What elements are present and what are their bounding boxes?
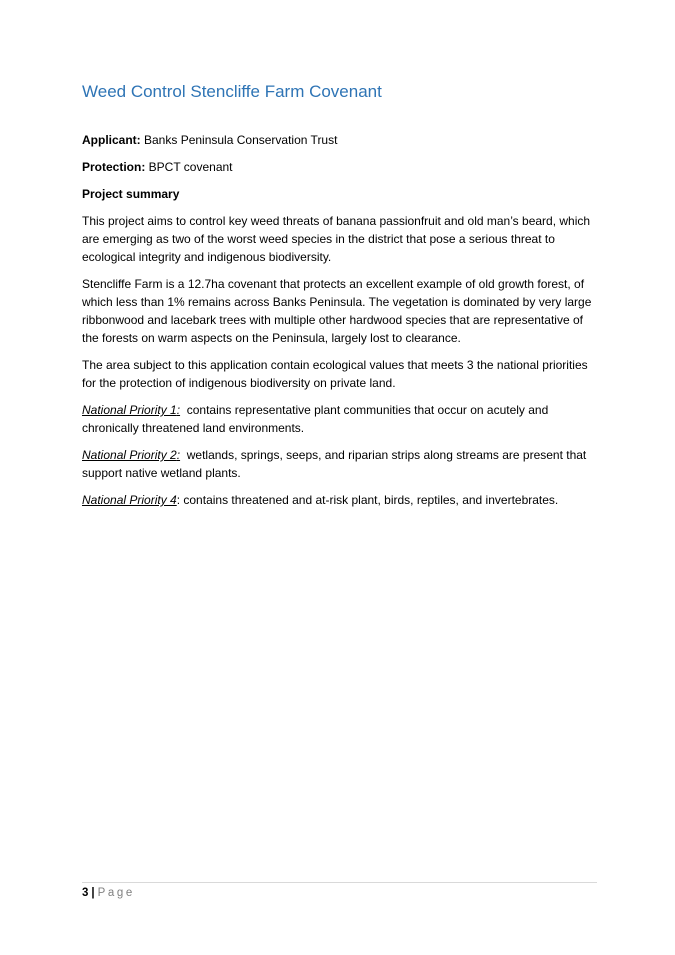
national-priority-4 — [82, 491, 597, 509]
national-priority-2 — [82, 446, 597, 482]
page-word: Page — [97, 887, 135, 899]
applicant-line — [82, 131, 597, 149]
priority-1-label: National Priority 1 — [82, 403, 177, 417]
page-number: 3 — [82, 887, 89, 899]
priority-2-suffix: : — [176, 448, 181, 462]
priority-2-text: wetlands, springs, seeps, and riparian strips along streams are present that support native wetland plants. — [82, 448, 590, 480]
summary-heading: Project summary — [82, 187, 180, 201]
priority-4-text: : contains threatened and at-risk plant, birds, reptiles, and invertebrates. — [176, 493, 559, 507]
summary-paragraph-1: This project aims to control key weed threats of banana passionfruit and old man’s beard, which are emerging as two of the worst weed species in the district that pose a serious threat to ecological integrity and indigenous biodiversity. — [82, 214, 591, 264]
priority-2-label: National Priority 2 — [82, 448, 177, 462]
document-title: Weed Control Stencliffe Farm Covenant — [82, 82, 382, 101]
page-separator: | — [91, 887, 95, 899]
applicant-value: Banks Peninsula Conservation Trust — [140, 133, 338, 147]
priority-1-suffix: : — [176, 403, 181, 417]
priority-1-text: contains representative plant communities that occur on acutely and chronically threatened land environments. — [82, 403, 552, 435]
summary-paragraph-3: The area subject to this application contain ecological values that meets 3 the national priorities for the protection of indigenous biodiversity on private land. — [82, 358, 588, 390]
summary-paragraph-2: Stencliffe Farm is a 12.7ha covenant that protects an excellent example of old growth forest, of which less than 1% remains across Banks Peninsula. The vegetation is dominated by very large ribbonwood and lacebark trees with multiple other hardwood species that are representative of the forests on warm aspects on the Peninsula, largely lost to clearance. — [82, 277, 592, 345]
protection-line — [82, 158, 597, 176]
page-footer — [82, 882, 597, 899]
protection-label: Protection: — [82, 160, 146, 174]
document-body — [82, 131, 597, 518]
priority-4-label: National Priority 4 — [82, 493, 177, 507]
applicant-label: Applicant: — [82, 133, 141, 147]
protection-value: BPCT covenant — [145, 160, 233, 174]
national-priority-1 — [82, 401, 597, 437]
